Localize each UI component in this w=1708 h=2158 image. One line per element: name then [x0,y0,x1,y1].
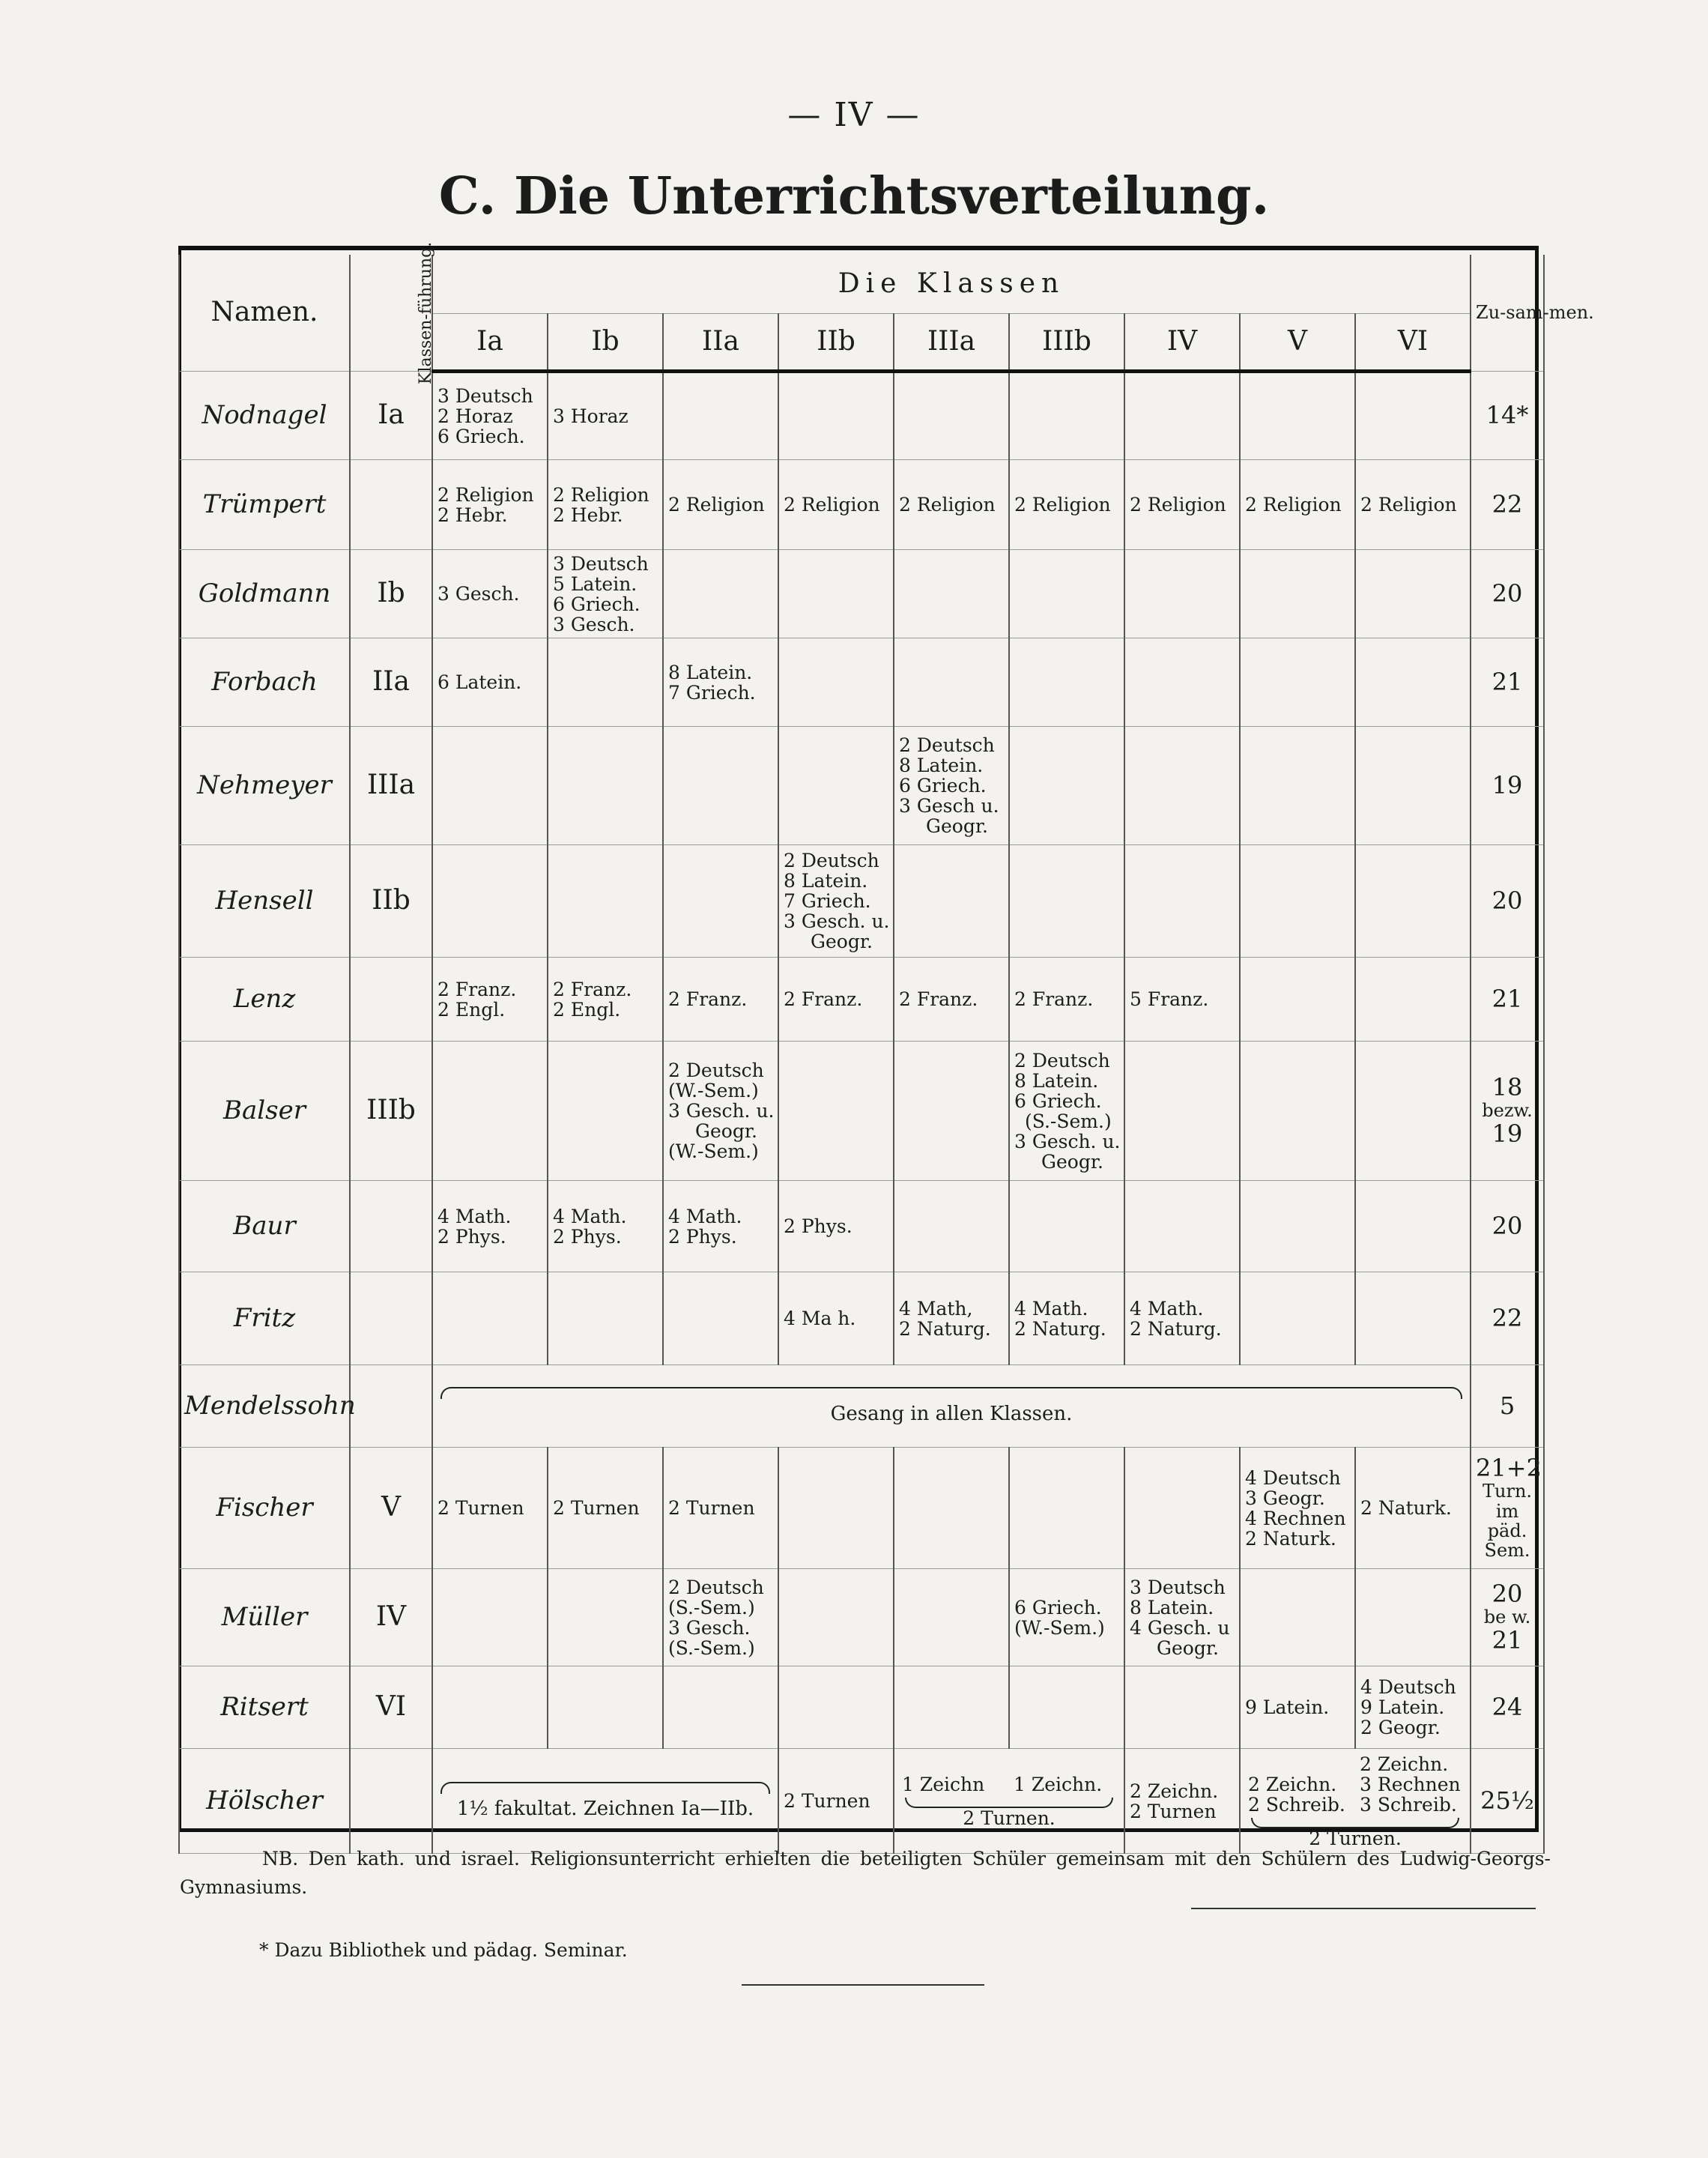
teacher-name: Hensell [179,845,350,958]
teacher-name: Fischer [179,1448,350,1569]
table-row [179,1181,1544,1272]
header-klassenfuehrung: Klassen-führung. [350,255,432,372]
cell-iv: 5 Franz. [1124,958,1240,1042]
table-row [179,638,1544,727]
header-class: VI [1355,314,1471,372]
cell-iv: 2 Religion [1124,460,1240,550]
table-row [179,1448,1544,1569]
header-class: IIIb [1009,314,1124,372]
cell-vi: 4 Deutsch 9 Latein. 2 Geogr. [1355,1666,1471,1749]
teacher-name: Baur [179,1181,350,1272]
teacher-name: Ritsert [179,1666,350,1749]
cell-iiia: 2 Franz. [894,958,1009,1042]
cell-iib: 2 Deutsch 8 Latein. 7 Griech. 3 Gesch. u. Geogr. [778,845,894,958]
cell-ib: 2 Religion 2 Hebr. [548,460,663,550]
teacher-name: Balser [179,1042,350,1181]
class-lead: IV [350,1569,432,1666]
total-hours: 22 [1471,460,1544,550]
header-class: IIb [778,314,894,372]
class-lead: VI [350,1666,432,1749]
total-hours: 21+2 Turn. im päd. Sem. [1471,1448,1544,1569]
table-row [179,727,1544,845]
cell-v: 2 Religion [1240,460,1355,550]
cell-ib: 2 Turnen [548,1448,663,1569]
header-class: V [1240,314,1355,372]
brace [440,1387,1462,1399]
cell-iiib: 6 Griech. (W.-Sem.) [1009,1569,1124,1666]
table-row [179,1365,1544,1448]
cell-iia: 2 Deutsch (S.-Sem.) 3 Gesch. (S.-Sem.) [663,1569,778,1666]
total-hours: 21 [1471,638,1544,727]
cell-ia: 4 Math. 2 Phys. [432,1181,548,1272]
header-class: IIIa [894,314,1009,372]
total-hours: 22 [1471,1272,1544,1365]
total-hours: 18 bezw. 19 [1471,1042,1544,1181]
teacher-name: Hölscher [179,1749,350,1854]
cell-iiia: 2 Religion [894,460,1009,550]
table-row [179,958,1544,1042]
total-hours: 5 [1471,1365,1544,1448]
total-hours: 19 [1471,727,1544,845]
cell-ib: 3 Horaz [548,372,663,460]
table-row [179,845,1544,958]
teacher-name: Fritz [179,1272,350,1365]
footnote: * Dazu Bibliothek und pädag. Seminar. [259,1939,628,1961]
cell-iia: 2 Deutsch (W.-Sem.) 3 Gesch. u. Geogr. (W.-Sem.) [663,1042,778,1181]
cell-ia: 2 Franz. 2 Engl. [432,958,548,1042]
teaching-distribution-table [178,241,1594,1854]
cell-all-classes: Gesang in allen Klassen. [432,1365,1471,1448]
total-hours: 20 be w. 21 [1471,1569,1544,1666]
teacher-name: Lenz [179,958,350,1042]
cell-ia: 2 Turnen [432,1448,548,1569]
total-hours: 24 [1471,1666,1544,1749]
cell-ia-iia: 1½ fakultat. Zeichnen Ia—IIb. [432,1749,778,1854]
teacher-name: Forbach [179,638,350,727]
cell-iib: 2 Turnen [778,1749,894,1854]
total-hours: 21 [1471,958,1544,1042]
header-class: IIa [663,314,778,372]
cell-vi: 2 Religion [1355,460,1471,550]
cell-iia: 4 Math. 2 Phys. [663,1181,778,1272]
total-hours: 14* [1471,372,1544,460]
header-die-klassen: Die Klassen [432,255,1471,314]
table-row [179,1042,1544,1181]
divider [1191,1908,1536,1909]
table-row [179,1272,1544,1365]
cell-ib: 3 Deutsch 5 Latein. 6 Griech. 3 Gesch. [548,550,663,638]
cell-ib: 4 Math. 2 Phys. [548,1181,663,1272]
class-lead: IIIa [350,727,432,845]
teacher-name: Müller [179,1569,350,1666]
cell-ia: 3 Gesch. [432,550,548,638]
header-class: Ia [432,314,548,372]
table-row [179,1666,1544,1749]
cell-iia: 2 Franz. [663,958,778,1042]
brace [440,1782,770,1794]
brace [1251,1818,1459,1828]
cell-iv: 2 Zeichn. 2 Turnen [1124,1749,1240,1854]
cell-iiib: 2 Deutsch 8 Latein. 6 Griech. (S.-Sem.) 3 Gesch. u. Geogr. [1009,1042,1124,1181]
header-class: Ib [548,314,663,372]
brace [905,1798,1113,1808]
table-row [179,372,1544,460]
cell-iiia: 4 Math, 2 Naturg. [894,1272,1009,1365]
class-lead: V [350,1448,432,1569]
page-title: C. Die Unterrichtsverteilung. [438,166,1270,226]
total-hours: 20 [1471,1181,1544,1272]
cell-ib: 2 Franz. 2 Engl. [548,958,663,1042]
class-lead: IIb [350,845,432,958]
cell-iv: 3 Deutsch 8 Latein. 4 Gesch. u Geogr. [1124,1569,1240,1666]
cell-ia: 6 Latein. [432,638,548,727]
cell-iiia-iiib: 1 Zeichn 1 Zeichn. 2 Turnen. [894,1749,1124,1854]
cell-v: 9 Latein. [1240,1666,1355,1749]
table-row [179,1749,1544,1854]
divider [742,1984,984,1986]
teacher-name: Goldmann [179,550,350,638]
table-row [179,1569,1544,1666]
cell-v-vi: 2 Zeichn. 2 Schreib. 2 Zeichn. 3 Rechnen 3 Schreib. 2 Turnen. [1240,1749,1471,1854]
cell-iib: 4 Ma h. [778,1272,894,1365]
cell-iia: 8 Latein. 7 Griech. [663,638,778,727]
class-lead: Ia [350,372,432,460]
cell-iia: 2 Turnen [663,1448,778,1569]
teacher-name: Mendelssohn [179,1365,350,1448]
cell-v: 4 Deutsch 3 Geogr. 4 Rechnen 2 Naturk. [1240,1448,1355,1569]
cell-ia: 2 Religion 2 Hebr. [432,460,548,550]
cell-iib: 2 Phys. [778,1181,894,1272]
header-zusammen: Zu-sam-men. [1471,255,1544,372]
page-number: — IV — [787,96,921,134]
table-row [179,550,1544,638]
header-name: Namen. [179,255,350,372]
teacher-name: Trümpert [179,460,350,550]
cell-iiib: 2 Franz. [1009,958,1124,1042]
class-lead: Ib [350,550,432,638]
cell-iiib: 2 Religion [1009,460,1124,550]
cell-ia: 3 Deutsch 2 Horaz 6 Griech. [432,372,548,460]
teacher-name: Nehmeyer [179,727,350,845]
cell-iib: 2 Religion [778,460,894,550]
nb-note: NB. Den kath. und israel. Religionsunterricht erhielten die beteiligten Schüler gemeinsam mit den Schülern des Ludwig-Georgs-Gymnasiums. [180,1848,1551,1898]
total-hours: 20 [1471,550,1544,638]
cell-iiia: 2 Deutsch 8 Latein. 6 Griech. 3 Gesch u. Geogr. [894,727,1009,845]
class-lead: IIa [350,638,432,727]
cell-iia: 2 Religion [663,460,778,550]
cell-vi: 2 Naturk. [1355,1448,1471,1569]
class-lead: IIIb [350,1042,432,1181]
header-class: IV [1124,314,1240,372]
cell-iib: 2 Franz. [778,958,894,1042]
total-hours: 20 [1471,845,1544,958]
cell-iv: 4 Math. 2 Naturg. [1124,1272,1240,1365]
table-row [179,460,1544,550]
teacher-name: Nodnagel [179,372,350,460]
cell-iiib: 4 Math. 2 Naturg. [1009,1272,1124,1365]
total-hours: 25½ [1471,1749,1544,1854]
